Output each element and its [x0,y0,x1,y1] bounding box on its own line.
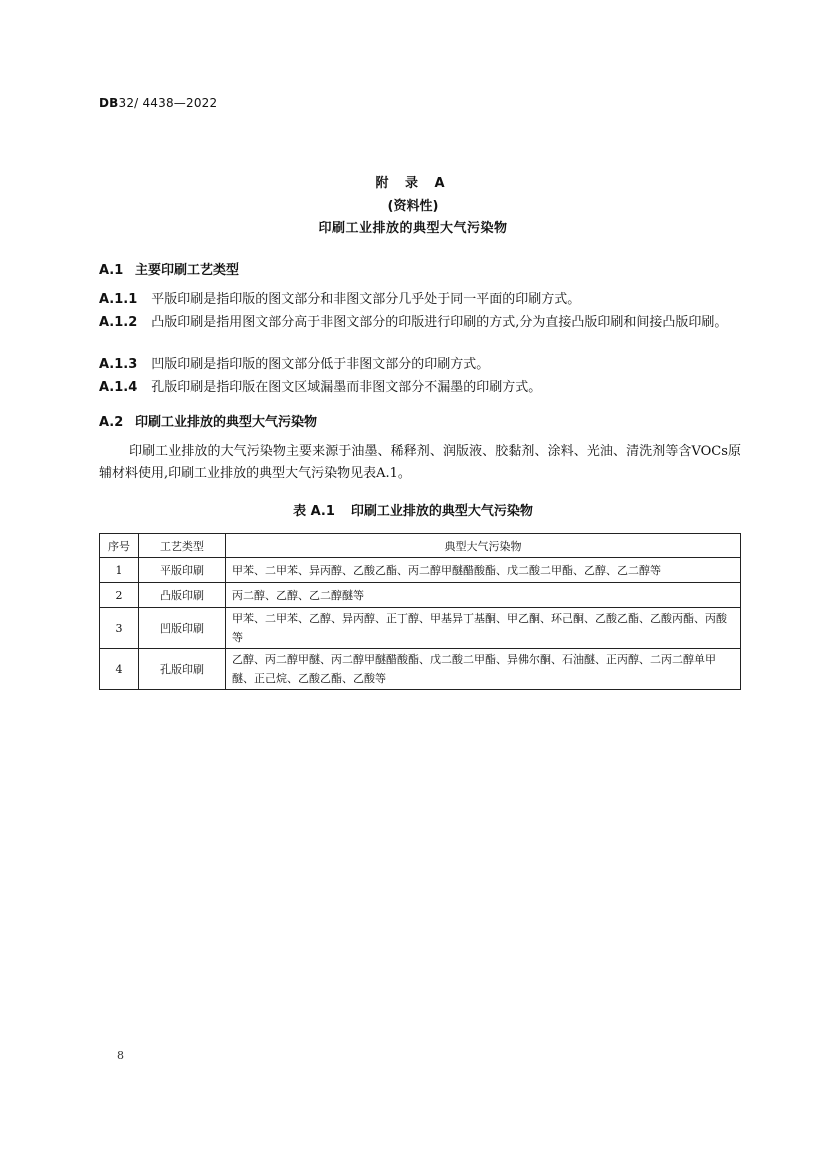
cell-pollutants: 甲苯、二甲苯、异丙醇、乙酸乙酯、丙二醇甲醚醋酸酯、戊二酸二甲酯、乙醇、乙二醇等 [226,558,741,583]
clause-a-1-1 [99,288,741,311]
cell-no: 4 [100,649,139,690]
cell-type: 凹版印刷 [139,608,226,649]
cell-no: 2 [100,583,139,608]
cell-type: 孔版印刷 [139,649,226,690]
appendix-main-title: 印刷工业排放的典型大气污染物 [318,221,508,236]
table-row [100,649,741,690]
clause-number: A.1.3 [99,357,138,372]
clause-text: 平版印刷是指印版的图文部分和非图文部分几乎处于同一平面的印刷方式。 [151,292,581,307]
clause-text: 凸版印刷是指用图文部分高于非图文部分的印版进行印刷的方式,分为直接凸版印刷和间接凸版印刷。 [151,315,728,330]
section-a2-body: 印刷工业排放的大气污染物主要来源于油墨、稀释剂、润版液、胶黏剂、涂料、光油、清洗剂等含VOCs原辅材料使用,印刷工业排放的典型大气污染物见表A.1。 [99,444,741,481]
pollutants-table [99,533,741,690]
clause-number: A.1.4 [99,380,138,395]
header-cell-pollutants: 典型大气污染物 [226,534,741,558]
clause-text: 凹版印刷是指印版的图文部分低于非图文部分的印刷方式。 [151,357,490,372]
section-heading-a1 [99,259,239,278]
table-caption-number: 表 A.1 [293,504,335,519]
table-row [100,608,741,649]
clause-a-1-3 [99,353,741,376]
section-number: A.1 [99,263,124,278]
cell-no: 1 [100,558,139,583]
cell-type: 凸版印刷 [139,583,226,608]
cell-type: 平版印刷 [139,558,226,583]
appendix-subtitle: (资料性) [387,199,439,214]
table-caption [0,500,826,519]
page-number: 8 [117,1049,124,1062]
document-code-prefix: DB [99,96,119,110]
header-cell-type: 工艺类型 [139,534,226,558]
table-header-row [100,534,741,558]
cell-pollutants: 甲苯、二甲苯、乙醇、异丙醇、正丁醇、甲基异丁基酮、甲乙酮、环己酮、乙酸乙酯、乙酸丙酯、丙酸等 [226,608,741,649]
section-number: A.2 [99,415,124,430]
appendix-title: 附 录 A [375,176,451,191]
clause-number: A.1.1 [99,292,138,307]
cell-pollutants: 乙醇、丙二醇甲醚、丙二醇甲醚醋酸酯、戊二酸二甲酯、异佛尔酮、石油醚、正丙醇、二丙二醇单甲醚、正己烷、乙酸乙酯、乙酸等 [226,649,741,690]
cell-pollutants: 丙二醇、乙醇、乙二醇醚等 [226,583,741,608]
document-code [99,96,217,110]
section-title: 主要印刷工艺类型 [135,263,240,278]
cell-no: 3 [100,608,139,649]
table-row [100,583,741,608]
table-row [100,558,741,583]
table-caption-title: 印刷工业排放的典型大气污染物 [350,504,533,519]
header-cell-no: 序号 [100,534,139,558]
clause-a-1-4 [99,376,741,399]
section-title: 印刷工业排放的典型大气污染物 [135,415,318,430]
clause-number: A.1.2 [99,315,138,330]
section-heading-a2 [99,411,317,430]
document-code-number: 32/ 4438—2022 [118,96,218,110]
clause-text: 孔版印刷是指印版在图文区域漏墨而非图文部分不漏墨的印刷方式。 [151,380,542,395]
clause-a-1-2 [99,311,741,334]
